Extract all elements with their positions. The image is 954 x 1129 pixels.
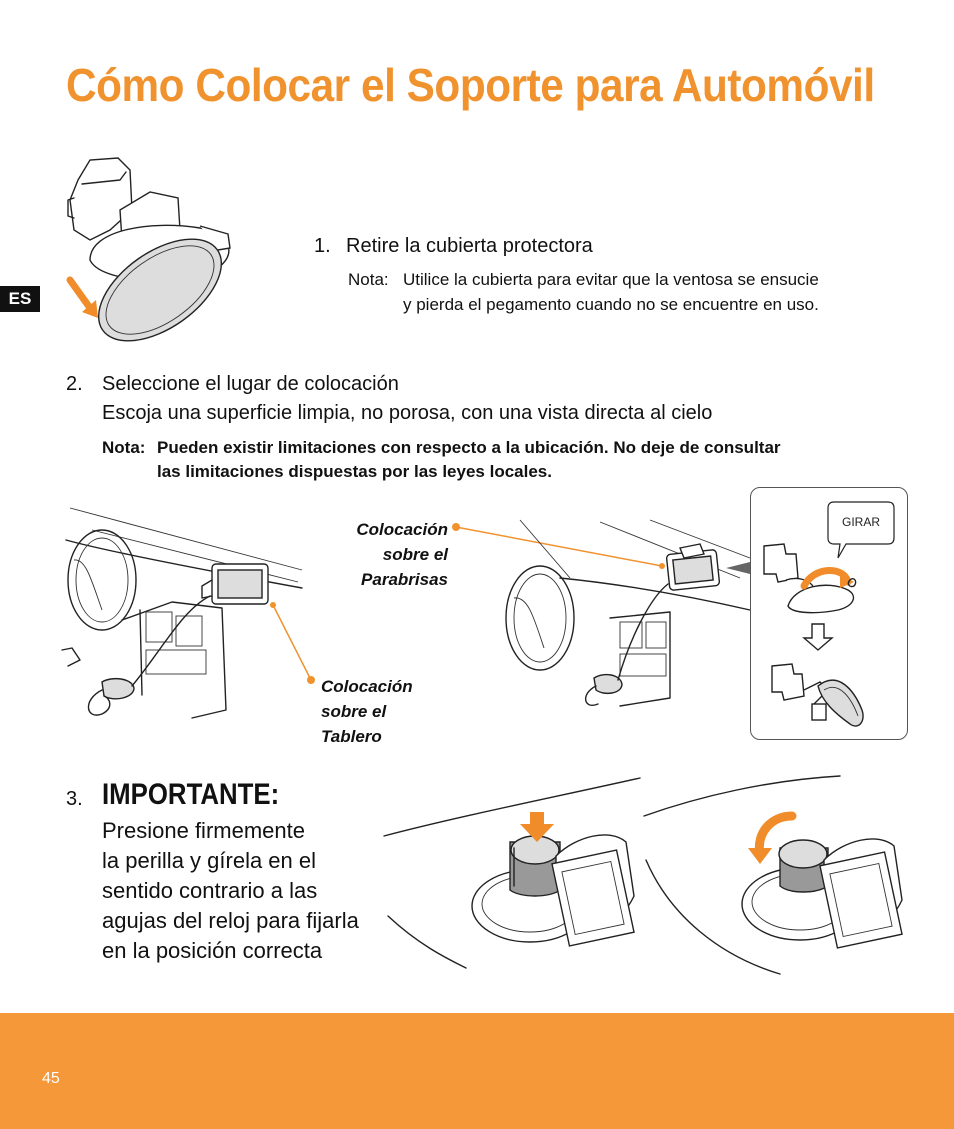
step1-heading: Retire la cubierta protectora xyxy=(346,235,593,257)
windshield-caption-line2: sobre el xyxy=(382,545,448,564)
dashboard-caption-line1: Colocación xyxy=(321,677,413,696)
step3-heading: IMPORTANTE: xyxy=(102,778,280,811)
dashboard-caption-line2: sobre el xyxy=(321,702,387,721)
step3-line2: la perilla y gírela en el xyxy=(102,848,317,873)
windshield-mount-illustration xyxy=(500,518,760,718)
step3-line4: agujas del reloj para fijarla xyxy=(102,908,359,933)
step1-number: 1. xyxy=(314,235,331,257)
step3-instructions xyxy=(102,816,359,966)
press-knob-illustration xyxy=(380,776,640,976)
rotate-bubble-label: GIRAR xyxy=(841,515,880,529)
step3-line1: Presione firmemente xyxy=(102,818,305,843)
rotate-detail-illustration xyxy=(758,540,898,735)
step3-number: 3. xyxy=(66,788,83,810)
step3-line3: sentido contrario a las xyxy=(102,878,318,903)
step2-note-line1: Pueden existir limitaciones con respecto a la ubicación. No deje de consultar xyxy=(157,438,781,457)
dashboard-caption xyxy=(321,674,413,749)
windshield-caption-line3: Parabrisas xyxy=(361,570,448,589)
rotate-knob-illustration xyxy=(640,776,920,976)
language-tab: ES xyxy=(0,286,40,312)
page-title: Cómo Colocar el Soporte para Automóvil xyxy=(66,59,875,111)
step2-heading: Seleccione el lugar de colocación xyxy=(102,373,399,395)
step2-number: 2. xyxy=(66,373,83,395)
step1-note-line1: Utilice la cubierta para evitar que la ventosa se ensucie xyxy=(403,270,819,289)
windshield-caption-line1: Colocación xyxy=(356,520,448,539)
step1-note-line2: y pierda el pegamento cuando no se encuentre en uso. xyxy=(403,295,819,314)
step2-note-line2: las limitaciones dispuestas por las leyes locales. xyxy=(157,462,552,481)
step2-note-label: Nota: xyxy=(102,438,146,457)
step2-subheading: Escoja una superficie limpia, no porosa, con una vista directa al cielo xyxy=(102,402,713,424)
dashboard-caption-line3: Tablero xyxy=(321,727,382,746)
page-footer xyxy=(0,1013,954,1129)
page-number: 45 xyxy=(42,1070,60,1087)
step3-line5: en la posición correcta xyxy=(102,938,323,963)
step1-note-label: Nota: xyxy=(348,270,389,289)
